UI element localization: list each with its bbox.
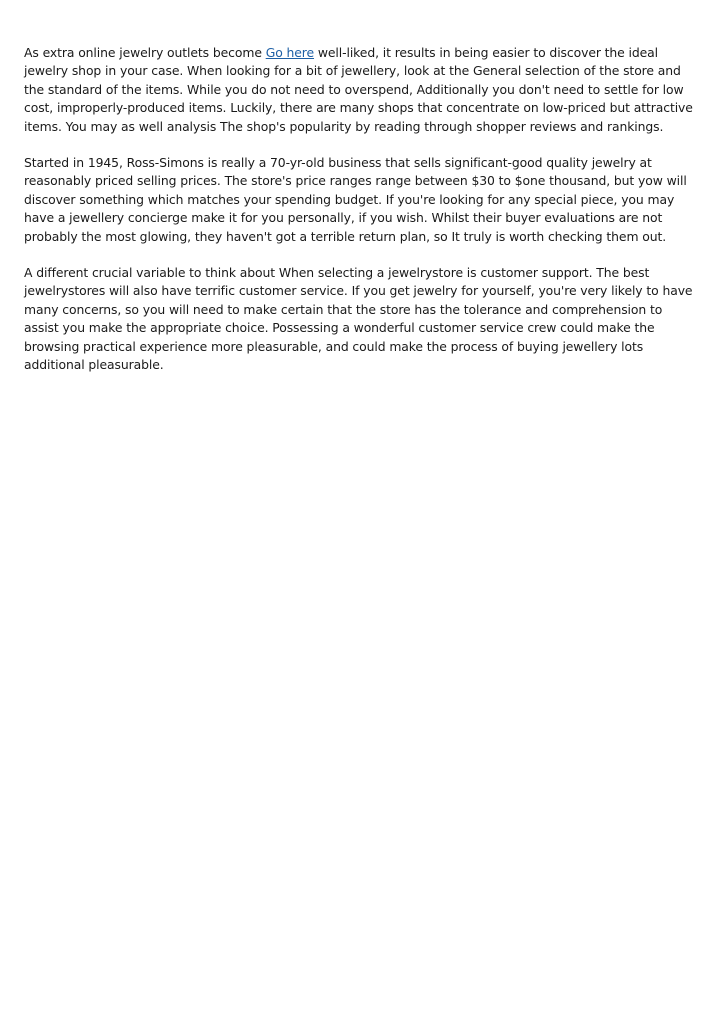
paragraph-intro-text-start: As extra online jewelry outlets become [24,45,266,60]
go-here-link[interactable]: Go here [265,45,315,60]
document-body [24,44,696,393]
paragraph-intro [24,44,696,136]
paragraph-intro-text-end: well-liked, it results in being easier to discover the ideal jewelry shop in your case. When looking for a bit of jewellery, look at the General selection of the store and the standard of the items. While you do not need to overspend, Additionally you don't need to settle for low cost, improperly-produced items. Luckily, there are many shops that concentrate on low-priced but attractive items. You may as well analysis The shop's popularity by reading through shopper reviews and rankings. [24,45,693,134]
paragraph-customer-support: A different crucial variable to think about When selecting a jewelrystore is customer support. The best jewelrystores will also have terrific customer service. If you get jewelry for yourself, you're very likely to have many concerns, so you will need to make certain that the store has the tolerance and comprehension to assist you make the appropriate choice. Possessing a wonderful customer service crew could make the browsing practical experience more pleasurable, and could make the process of buying jewellery lots additional pleasurable. [24,265,693,373]
paragraph-ross-simons: Started in 1945, Ross-Simons is really a 70-yr-old business that sells significant-good quality jewelry at reasonably priced selling prices. The store's price ranges range between $30 to $one thousand, but yow will discover something which matches your spending budget. If you're looking for any special piece, you may have a jewellery concierge make it for you personally, if you wish. Whilst their buyer evaluations are not probably the most glowing, they haven't got a terrible return plan, so It truly is worth checking them out. [24,155,687,244]
